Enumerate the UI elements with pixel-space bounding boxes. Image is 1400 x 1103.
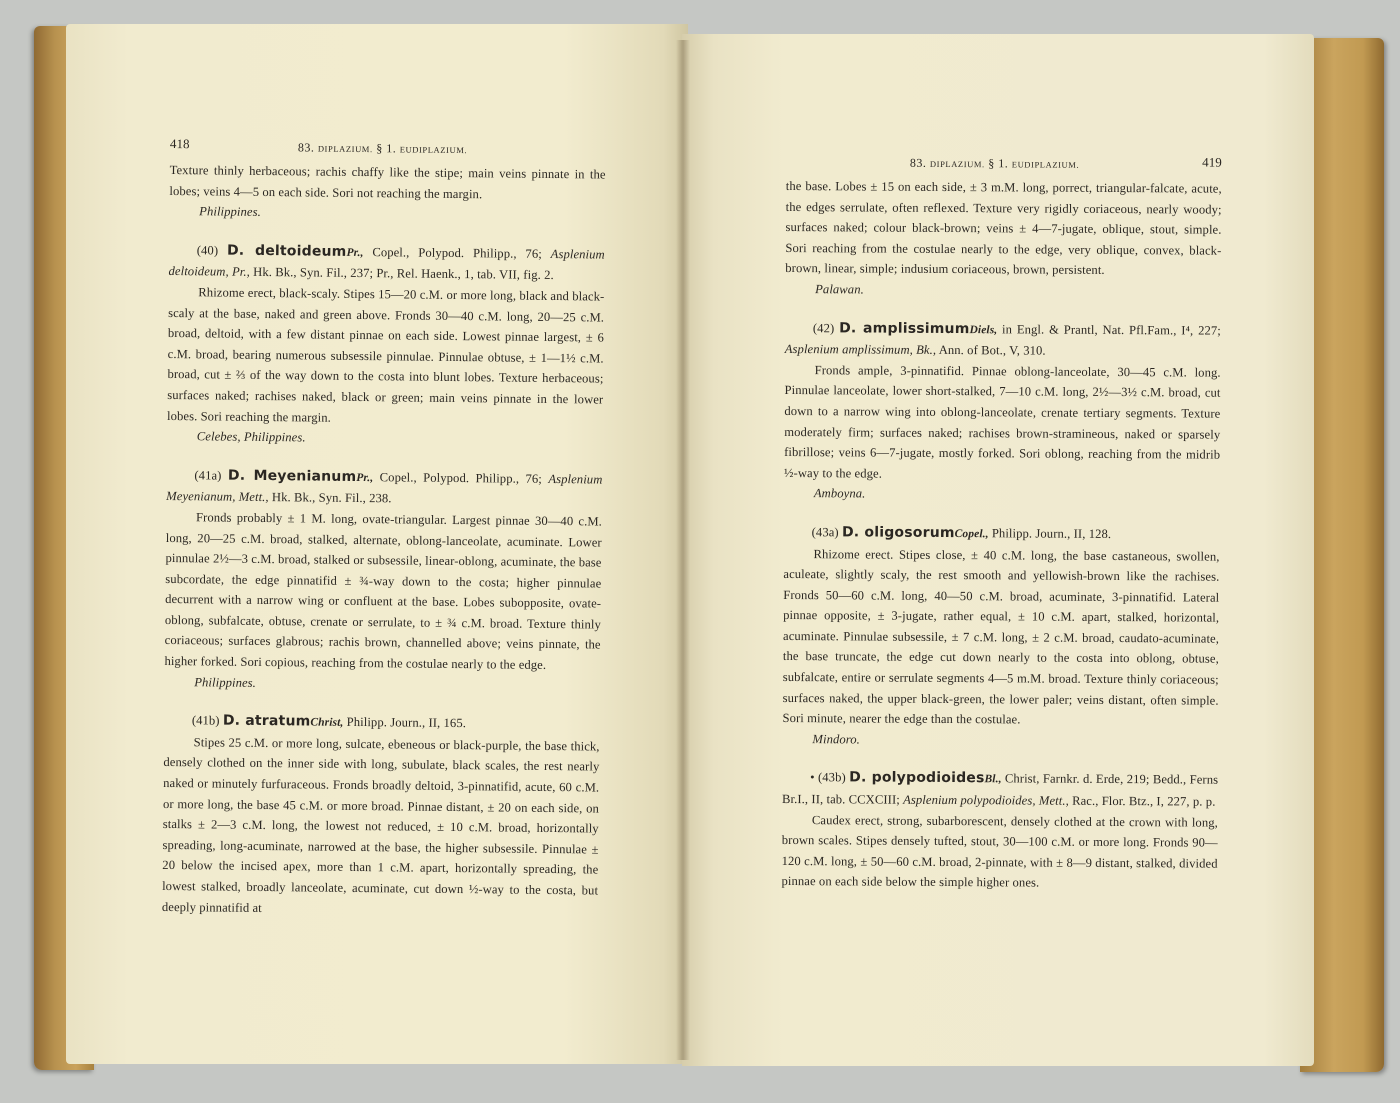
entry-number: (41b) — [191, 713, 220, 728]
species-description: Rhizome erect. Stipes close, ± 40 c.M. long, the base castaneous, swollen, aculeate, slightly scaly, the rest smooth and yellowish-brown like the rachises. Fronds 50—60 c.M. long, 40—50 c.M. broad, acuminate, 3-pinnatifid. Lateral pinnae opposite, ± 3-jugate, rather equal, ± 10 c.M. apart, stalked, horizontal, acuminate. Pinnulae subsessile, ± 7 c.M. long, ± 2 c.M. broad, caudato-acuminate, the base truncate, the edge cut down nearly to the costa into oblong, obtuse, subfalcate, entire or serrulate segments 4—5 m.M. broad. Texture thinly coriaceous; surfaces naked, the upper black-green, the lower paler; veins distant, often simple. Sori minute, nearer the edge than the costulae. — [782, 546, 1220, 727]
citation-ref: Hk. Bk., Syn. Fil., 237; Pr., Rel. Haenk., 1, tab. VII, fig. 2. — [253, 265, 554, 283]
species-description: Fronds ample, 3-pinnatifid. Pinnae oblong-lanceolate, 30—45 c.M. long. Pinnulae lanceolate, lower short-stalked, 7—10 c.M. long, 2½—3½ c.M. broad, cut down to a narrow wing into oblong-lanceolate, crenate tertiary segments. Texture moderately firm; surfaces naked; rachises brown-stramineous, naked or sparsely fibrillose; veins 6—7-jugate, mostly forked. Sori oblong, reaching from the midrib ½-way to the edge. — [783, 362, 1221, 481]
header-genus: DIPLAZIUM. — [929, 158, 985, 170]
species-description: Stipes 25 c.M. or more long, sulcate, ebeneous or black-purple, the base thick, densely clothed on the inner side with long, subulate, black scales, the rest nearly naked or minutely furfuraceous. Fronds broadly deltoid, 3-pinnatifid, acute, 60 c.M. or more long, the base 45 c.M. or more broad. Pinnae distant, ± 20 on each side, on stalks ± 2—3 c.M. long, the lowest not reduced, ± 10 c.M. broad, horizontally spreading, long-acuminate, narrowed at the base, the higher subsessile. Pinnulae ± 20 below the incised apex, more than 1 c.M. apart, horizontally spreading, the lowest stalked, broadly lanceolate, acuminate, cut down ½-way to the costa, but deeply pinnatifid at — [161, 735, 600, 915]
citation: Christ, Farnkr. d. Erde, 219; Bedd., Ferns Br.I., II, tab. CCXCIII; — [781, 771, 1219, 807]
species-name: D. amplissimum — [839, 319, 970, 337]
header-num: 83. — [909, 155, 927, 170]
header-section: § 1. — [376, 141, 397, 156]
citation: Copel., Polypod. Philipp., 76; — [379, 469, 543, 486]
left-page — [66, 24, 688, 1064]
species-name: D. polypodioides — [849, 769, 985, 787]
citation: in Engl. & Prantl, Nat. Pfl.Fam., I⁴, 227; — [1002, 321, 1221, 338]
locality: Amboyna. — [813, 486, 866, 501]
citation-ref: Hk. Bk., Syn. Fil., 238. — [271, 490, 392, 506]
citation: Philipp. Journ., II, 128. — [991, 526, 1112, 541]
page-number: 419 — [1202, 154, 1222, 170]
citation-ref: Ann. of Bot., V, 310. — [938, 343, 1046, 358]
entry-number: (40) — [196, 243, 219, 258]
running-title — [298, 137, 467, 160]
species-name: D. Meyenianum — [227, 467, 357, 485]
running-title — [910, 153, 1079, 176]
citation: Copel., Polypod. Philipp., 76; — [372, 244, 542, 261]
species-author: Bl., — [984, 773, 1002, 786]
entry-number: (42) — [812, 320, 835, 335]
citation-synonym: Asplenium deltoideum, Pr., — [168, 246, 605, 280]
locality: Philippines. — [194, 674, 257, 690]
locality: Philippines. — [199, 204, 261, 220]
right-page-content — [781, 150, 1222, 895]
citation-synonym: Asplenium polypodioides, Mett., — [903, 792, 1069, 808]
species-entry-heading — [784, 522, 1220, 546]
header-genus: DIPLAZIUM. — [317, 143, 373, 155]
citation-ref: Rac., Flor. Btz., I, 227, p. p. — [1072, 793, 1216, 809]
species-author: Pr., — [356, 471, 374, 484]
species-name: D. oligosorum — [841, 524, 955, 541]
citation-synonym: Asplenium amplissimum, Bk., — [784, 342, 937, 358]
species-description: Caudex erect, strong, subarborescent, densely clothed at the crown with long, brown scales. Stipes densely tufted, stout, 30—100 c.M. or more long. Fronds 90—120 c.M. long, ± 50—60 c.M. broad, 2-pinnate, with ± 8—9 distant, stalked, divided pinnae on each side below the simple higher ones. — [781, 812, 1218, 890]
species-author: Copel., — [954, 527, 989, 541]
species-entry-heading — [782, 767, 1218, 812]
citation: Philipp. Journ., II, 165. — [346, 715, 467, 731]
entry-number: (43a) — [811, 525, 839, 540]
book-gutter — [676, 40, 690, 1060]
species-entry-heading — [785, 318, 1221, 363]
running-head — [786, 150, 1222, 179]
intro-text: the base. Lobes ± 15 on each side, ± 3 m.M. long, porrect, triangular-falcate, acute, the edges serrulate, often reflexed. Texture very rigidly coriaceous, nearly woody; surfaces naked; colour black-brown; veins ± 4—7-jugate, oblique, stout, simple. Sori reaching from the costulae nearly to the edge, very oblique, convex, black-brown, linear, simple; indusium coriaceous, brown, persistent. — [785, 178, 1222, 278]
species-entry-heading — [166, 465, 602, 512]
species-description: Fronds probably ± 1 M. long, ovate-triangular. Largest pinnae 30—40 c.M. long, 20—25 c.M. broad, stalked, alternate, oblong-lanceolate, acuminate. Lower pinnulae 2½—3 c.M. broad, stalked or subsessile, linear-oblong, acuminate, the base subcordate, the edge pinnatifid ± ¾-way down to the costa; higher pinnulae decurrent with a narrow wing or confluent at the base. Lobes subopposite, ovate-oblong, subfalcate, obtuse, crenate or serrulate, to ± ¾ c.M. broad. Texture thinly coriaceous; surfaces glabrous; rachis brown, channelled above; veins pinnate, the higher forked. Sori copious, reaching from the costulae nearly to the edge. — [164, 510, 603, 673]
species-author: Christ, — [310, 716, 344, 730]
species-author: Pr., — [346, 246, 364, 259]
entry-number: • (43b) — [810, 770, 846, 785]
locality: Celebes, Philippines. — [196, 429, 306, 445]
locality: Palawan. — [815, 282, 864, 297]
species-description: Rhizome erect, black-scaly. Stipes 15—20 c.M. or more long, black and black-scaly at the base, naked and green above. Fronds 30—40 c.M. long, 20—25 c.M. broad, deltoid, with a few distant pinnae on each side. Lowest pinnae largest, ± 6 c.M. broad, bearing numerous subsessile pinnulae. Pinnulae obtuse, ± 1—1½ c.M. broad, cut ± ⅔ of the way down to the costa into blunt lobes. Texture herbaceous; surfaces naked; rachises naked, black or green; main veins pinnate in the lower lobes. Sori reaching the margin. — [166, 285, 605, 425]
locality: Mindoro. — [812, 732, 861, 747]
header-subgenus: EUDIPLAZIUM. — [1011, 159, 1080, 170]
species-entry-heading — [168, 240, 604, 287]
page-number: 418 — [169, 135, 190, 152]
running-head — [170, 134, 606, 165]
header-section: § 1. — [988, 156, 1009, 171]
citation-synonym: Asplenium Meyenianum, Mett., — [166, 471, 603, 505]
right-page — [682, 34, 1314, 1066]
species-author: Diels, — [969, 323, 998, 336]
header-num: 83. — [297, 140, 315, 155]
left-page-content — [162, 134, 606, 922]
entry-number: (41a) — [194, 467, 222, 483]
header-subgenus: EUDIPLAZIUM. — [399, 144, 468, 156]
intro-text: Texture thinly herbaceous; rachis chaffy like the stipe; main veins pinnate in the lobes; veins 4—5 on each side. Sori not reaching the margin. — [169, 162, 606, 201]
species-name: D. atratum — [222, 712, 311, 730]
species-name: D. deltoideum — [226, 242, 347, 260]
